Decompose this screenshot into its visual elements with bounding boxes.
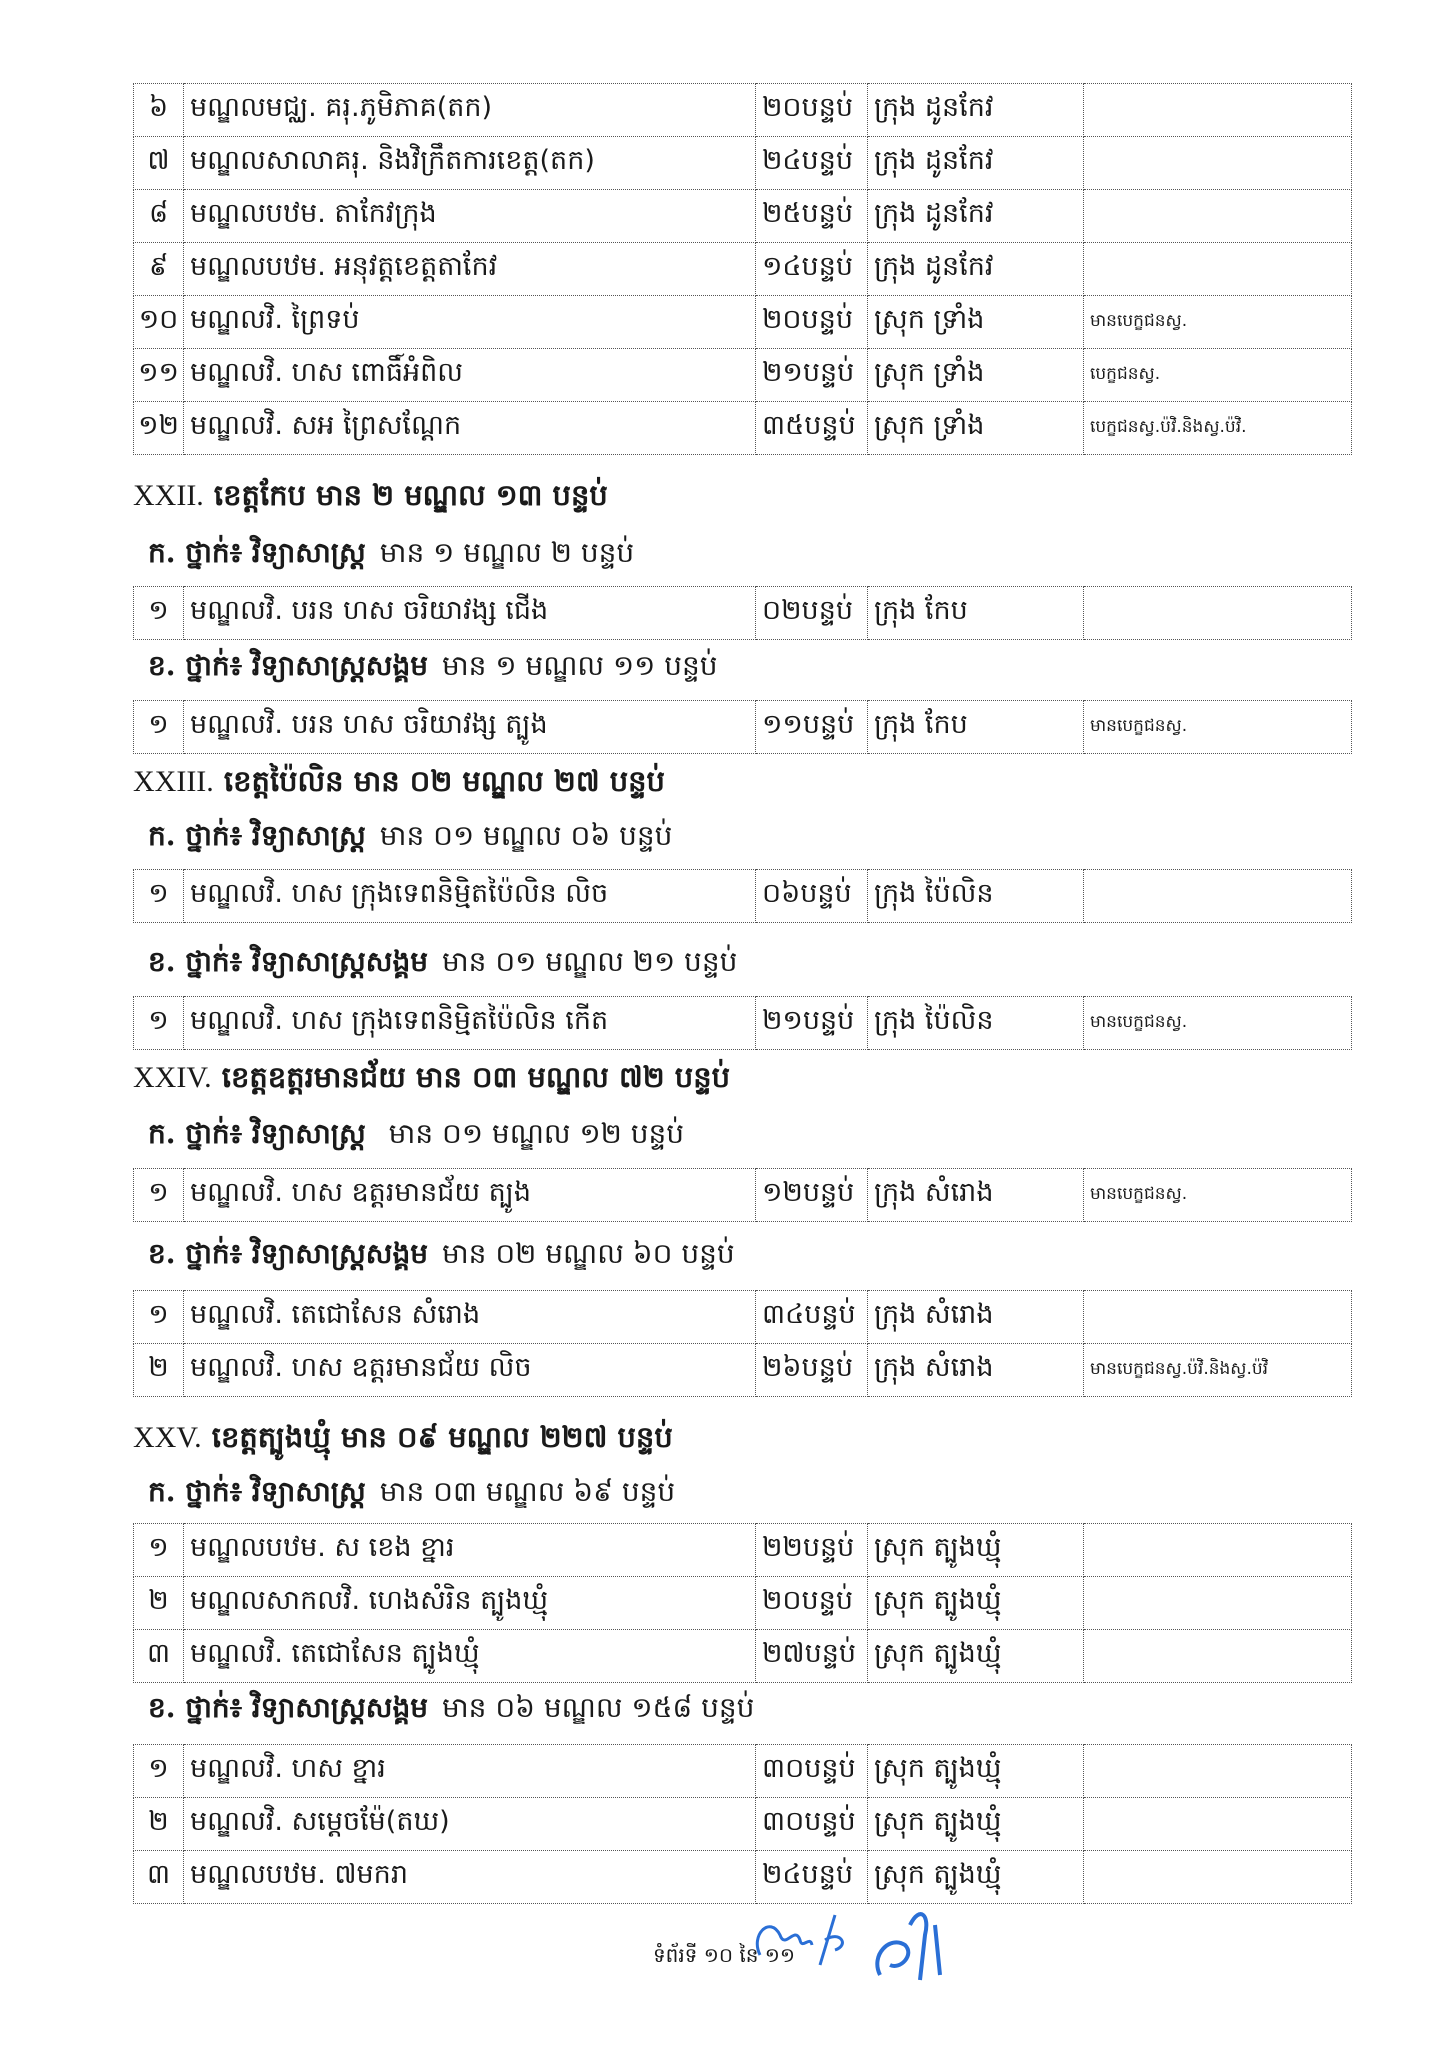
center-name: មណ្ឌលវិ. តេជោសែន សំរោង	[184, 1291, 756, 1344]
location: ស្រុក ត្បូងឃ្មុំ	[868, 1524, 1084, 1577]
location: ស្រុក ត្បូងឃ្មុំ	[868, 1630, 1084, 1683]
row-number: ១	[134, 997, 184, 1050]
location: ក្រុង សំរោង	[868, 1169, 1084, 1222]
room-count: ៣៤បន្ទប់	[756, 1291, 868, 1344]
province-heading-kep	[133, 478, 608, 520]
level-heading	[148, 648, 718, 689]
level-count: មាន ០៣ មណ្ឌល ៦៩ បន្ទប់	[379, 1475, 676, 1508]
page-number: ទំព័រទី ១០ នៃ ១១	[652, 1943, 796, 1967]
location: ក្រុង ប៉ៃលិន	[868, 997, 1084, 1050]
note	[1084, 1630, 1352, 1683]
row-number: ១២	[134, 402, 184, 455]
row-number: ១	[134, 870, 184, 923]
note: បេក្ខជនស្វ.	[1084, 349, 1352, 402]
note: មានបេក្ខជនស្វ.ប៉វិ.និងស្វ.ប៉វិ	[1084, 1344, 1352, 1397]
note	[1084, 1745, 1352, 1798]
province-number: XXIV.	[133, 1061, 212, 1094]
row-number: ១	[134, 587, 184, 640]
note	[1084, 243, 1352, 296]
room-count: ២៦បន្ទប់	[756, 1344, 868, 1397]
row-number: ៣	[134, 1630, 184, 1683]
level-heading	[148, 1236, 735, 1277]
table-tboung-khmum-science	[133, 1523, 1352, 1683]
location: ក្រុង កែប	[868, 587, 1084, 640]
table-pailin-science	[133, 869, 1352, 923]
table-kep-science	[133, 586, 1352, 640]
center-name: មណ្ឌលវិ. ហស ឧត្តរមានជ័យ ត្បូង	[184, 1169, 756, 1222]
province-number: XXII.	[133, 479, 204, 512]
location: ក្រុង សំរោង	[868, 1344, 1084, 1397]
note: មានបេក្ខជនស្វ.	[1084, 997, 1352, 1050]
center-name: មណ្ឌលបឋម. តាកែវក្រុង	[184, 190, 756, 243]
table-row	[134, 1577, 1352, 1630]
room-count: ៣០បន្ទប់	[756, 1745, 868, 1798]
note	[1084, 84, 1352, 137]
center-name: មណ្ឌលវិ. ហស ពោធិ៍អំពិល	[184, 349, 756, 402]
table-row	[134, 1798, 1352, 1851]
table-row	[134, 243, 1352, 296]
table-row	[134, 1169, 1352, 1222]
province-title: ខេត្តត្បូងឃ្មុំ មាន ០៩ មណ្ឌល ២២៧ បន្ទប់	[211, 1420, 673, 1454]
note	[1084, 1851, 1352, 1904]
center-name: មណ្ឌលវិ. បរន ហស ចរិយាវង្ស ជើង	[184, 587, 756, 640]
table-row	[134, 349, 1352, 402]
table-oddar-meanchey-science	[133, 1168, 1352, 1222]
level-title: ខ. ថ្នាក់៖ វិទ្យាសាស្ត្រសង្គម	[148, 649, 428, 682]
province-heading-oddar-meanchey	[133, 1060, 730, 1102]
row-number: ៩	[134, 243, 184, 296]
table-row	[134, 402, 1352, 455]
table-kep-social-science	[133, 700, 1352, 754]
room-count: ១២បន្ទប់	[756, 1169, 868, 1222]
room-count: ១១បន្ទប់	[756, 701, 868, 754]
location: ក្រុង ដូនកែវ	[868, 84, 1084, 137]
location: ស្រុក ត្បូងឃ្មុំ	[868, 1577, 1084, 1630]
province-title: ខេត្តឧត្តរមានជ័យ មាន ០៣ មណ្ឌល ៧២ បន្ទប់	[221, 1060, 731, 1094]
note	[1084, 1798, 1352, 1851]
room-count: ២៥បន្ទប់	[756, 190, 868, 243]
location: ស្រុក ត្បូងឃ្មុំ	[868, 1745, 1084, 1798]
level-title: ក. ថ្នាក់៖ វិទ្យាសាស្ត្រ	[148, 819, 366, 852]
center-name: មណ្ឌលវិ. ហស ឧត្តរមានជ័យ លិច	[184, 1344, 756, 1397]
room-count: ០២បន្ទប់	[756, 587, 868, 640]
level-count: មាន ១ មណ្ឌល ២ បន្ទប់	[379, 536, 635, 569]
level-title: ខ. ថ្នាក់៖ វិទ្យាសាស្ត្រសង្គម	[148, 945, 428, 978]
level-count: មាន ០១ មណ្ឌល ១២ បន្ទប់	[379, 1117, 685, 1150]
level-heading	[148, 944, 737, 985]
level-heading	[148, 818, 672, 859]
table-row	[134, 84, 1352, 137]
province-title: ខេត្តកែប មាន ២ មណ្ឌល ១៣ បន្ទប់	[213, 478, 608, 512]
location: ក្រុង សំរោង	[868, 1291, 1084, 1344]
center-name: មណ្ឌលវិ. ហស ក្រុងទេពនិម្មិតប៉ៃលិន កើត	[184, 997, 756, 1050]
province-heading-pailin	[133, 764, 665, 806]
location: ស្រុក ទ្រាំង	[868, 349, 1084, 402]
table-row	[134, 1630, 1352, 1683]
level-title: ក. ថ្នាក់៖ វិទ្យាសាស្ត្រ	[148, 1475, 366, 1508]
row-number: ១១	[134, 349, 184, 402]
table-oddar-meanchey-social-science	[133, 1290, 1352, 1397]
row-number: ៣	[134, 1851, 184, 1904]
table-row	[134, 587, 1352, 640]
row-number: ១	[134, 1169, 184, 1222]
location: ស្រុក ត្បូងឃ្មុំ	[868, 1798, 1084, 1851]
room-count: ២១បន្ទប់	[756, 997, 868, 1050]
table-row	[134, 1291, 1352, 1344]
room-count: ២៤បន្ទប់	[756, 1851, 868, 1904]
room-count: ២២បន្ទប់	[756, 1524, 868, 1577]
center-name: មណ្ឌលវិ. សអ ព្រៃសណ្តែក	[184, 402, 756, 455]
center-name: មណ្ឌលសាលាគរុ. និងវិក្រឹតការខេត្ត(តក)	[184, 137, 756, 190]
row-number: ៧	[134, 137, 184, 190]
row-number: ២	[134, 1798, 184, 1851]
center-name: មណ្ឌលបឋម. ស ខេង ខ្នារ	[184, 1524, 756, 1577]
row-number: ២	[134, 1344, 184, 1397]
province-heading-tboung-khmum	[133, 1420, 673, 1462]
room-count: ៣០បន្ទប់	[756, 1798, 868, 1851]
row-number: ១	[134, 1745, 184, 1798]
table-takeo-continued	[133, 83, 1352, 455]
row-number: ១	[134, 1524, 184, 1577]
location: ក្រុង ប៉ៃលិន	[868, 870, 1084, 923]
note	[1084, 587, 1352, 640]
location: ក្រុង ដូនកែវ	[868, 190, 1084, 243]
note	[1084, 1291, 1352, 1344]
province-title: ខេត្តប៉ៃលិន មាន ០២ មណ្ឌល ២៧ បន្ទប់	[223, 764, 665, 798]
table-row	[134, 870, 1352, 923]
level-count: មាន ០២ មណ្ឌល ៦០ បន្ទប់	[442, 1237, 735, 1270]
center-name: មណ្ឌលវិ. ហស ក្រុងទេពនិម្មិតប៉ៃលិន លិច	[184, 870, 756, 923]
level-heading	[148, 1690, 754, 1731]
room-count: ១៤បន្ទប់	[756, 243, 868, 296]
row-number: ៦	[134, 84, 184, 137]
location: ក្រុង ដូនកែវ	[868, 243, 1084, 296]
row-number: ៨	[134, 190, 184, 243]
level-heading	[148, 1474, 675, 1515]
note	[1084, 1577, 1352, 1630]
table-row	[134, 1745, 1352, 1798]
note	[1084, 137, 1352, 190]
level-count: មាន ០១ មណ្ឌល ២១ បន្ទប់	[442, 945, 738, 978]
note: មានបេក្ខជនស្វ.	[1084, 701, 1352, 754]
room-count: ២០បន្ទប់	[756, 1577, 868, 1630]
level-title: ខ. ថ្នាក់៖ វិទ្យាសាស្ត្រសង្គម	[148, 1237, 428, 1270]
center-name: មណ្ឌលវិ. ហស ខ្នារ	[184, 1745, 756, 1798]
room-count: ២០បន្ទប់	[756, 84, 868, 137]
room-count: ២៤បន្ទប់	[756, 137, 868, 190]
location: ស្រុក ត្បូងឃ្មុំ	[868, 1851, 1084, 1904]
level-heading	[148, 535, 634, 576]
note: មានបេក្ខជនស្វ.	[1084, 1169, 1352, 1222]
center-name: មណ្ឌលបឋម. អនុវត្តខេត្តតាកែវ	[184, 243, 756, 296]
room-count: ២៧បន្ទប់	[756, 1630, 868, 1683]
level-count: មាន ០១ មណ្ឌល ០៦ បន្ទប់	[379, 819, 673, 852]
row-number: ២	[134, 1577, 184, 1630]
center-name: មណ្ឌលសាកលវិ. ហេងសំរិន ត្បូងឃ្មុំ	[184, 1577, 756, 1630]
province-number: XXV.	[133, 1421, 202, 1454]
table-row	[134, 1344, 1352, 1397]
location: ក្រុង កែប	[868, 701, 1084, 754]
center-name: មណ្ឌលបឋម. ៧មករា	[184, 1851, 756, 1904]
province-number: XXIII.	[133, 765, 214, 798]
location: ស្រុក ទ្រាំង	[868, 296, 1084, 349]
row-number: ១០	[134, 296, 184, 349]
table-row	[134, 137, 1352, 190]
note	[1084, 1524, 1352, 1577]
table-tboung-khmum-social-science	[133, 1744, 1352, 1904]
center-name: មណ្ឌលវិ. សម្តេចម៉ែ(តឃ)	[184, 1798, 756, 1851]
center-name: មណ្ឌលវិ. ព្រៃទប់	[184, 296, 756, 349]
row-number: ១	[134, 1291, 184, 1344]
table-row	[134, 296, 1352, 349]
level-count: មាន ១ មណ្ឌល ១១ បន្ទប់	[442, 649, 718, 682]
center-name: មណ្ឌលវិ. តេជោសែន ត្បូងឃ្មុំ	[184, 1630, 756, 1683]
note	[1084, 870, 1352, 923]
location: ក្រុង ដូនកែវ	[868, 137, 1084, 190]
note	[1084, 190, 1352, 243]
table-row	[134, 997, 1352, 1050]
table-row	[134, 1524, 1352, 1577]
note: បេក្ខជនស្វ.ប៉វិ.និងស្វ.ប៉វិ.	[1084, 402, 1352, 455]
level-title: ក. ថ្នាក់៖ វិទ្យាសាស្ត្រ	[148, 1117, 366, 1150]
note: មានបេក្ខជនស្វ.	[1084, 296, 1352, 349]
room-count: ០៦បន្ទប់	[756, 870, 868, 923]
room-count: ២១បន្ទប់	[756, 349, 868, 402]
row-number: ១	[134, 701, 184, 754]
level-title: ខ. ថ្នាក់៖ វិទ្យាសាស្ត្រសង្គម	[148, 1691, 428, 1724]
center-name: មណ្ឌលវិ. បរន ហស ចរិយាវង្ស ត្បូង	[184, 701, 756, 754]
location: ស្រុក ទ្រាំង	[868, 402, 1084, 455]
room-count: ២០បន្ទប់	[756, 296, 868, 349]
center-name: មណ្ឌលមជ្ឈ. គរុ.ភូមិភាគ(តក)	[184, 84, 756, 137]
table-row	[134, 190, 1352, 243]
table-row	[134, 701, 1352, 754]
table-pailin-social-science	[133, 996, 1352, 1050]
level-title: ក. ថ្នាក់៖ វិទ្យាសាស្ត្រ	[148, 536, 366, 569]
level-count: មាន ០៦ មណ្ឌល ១៥៨ បន្ទប់	[442, 1691, 755, 1724]
level-heading	[148, 1116, 684, 1157]
room-count: ៣៥បន្ទប់	[756, 402, 868, 455]
